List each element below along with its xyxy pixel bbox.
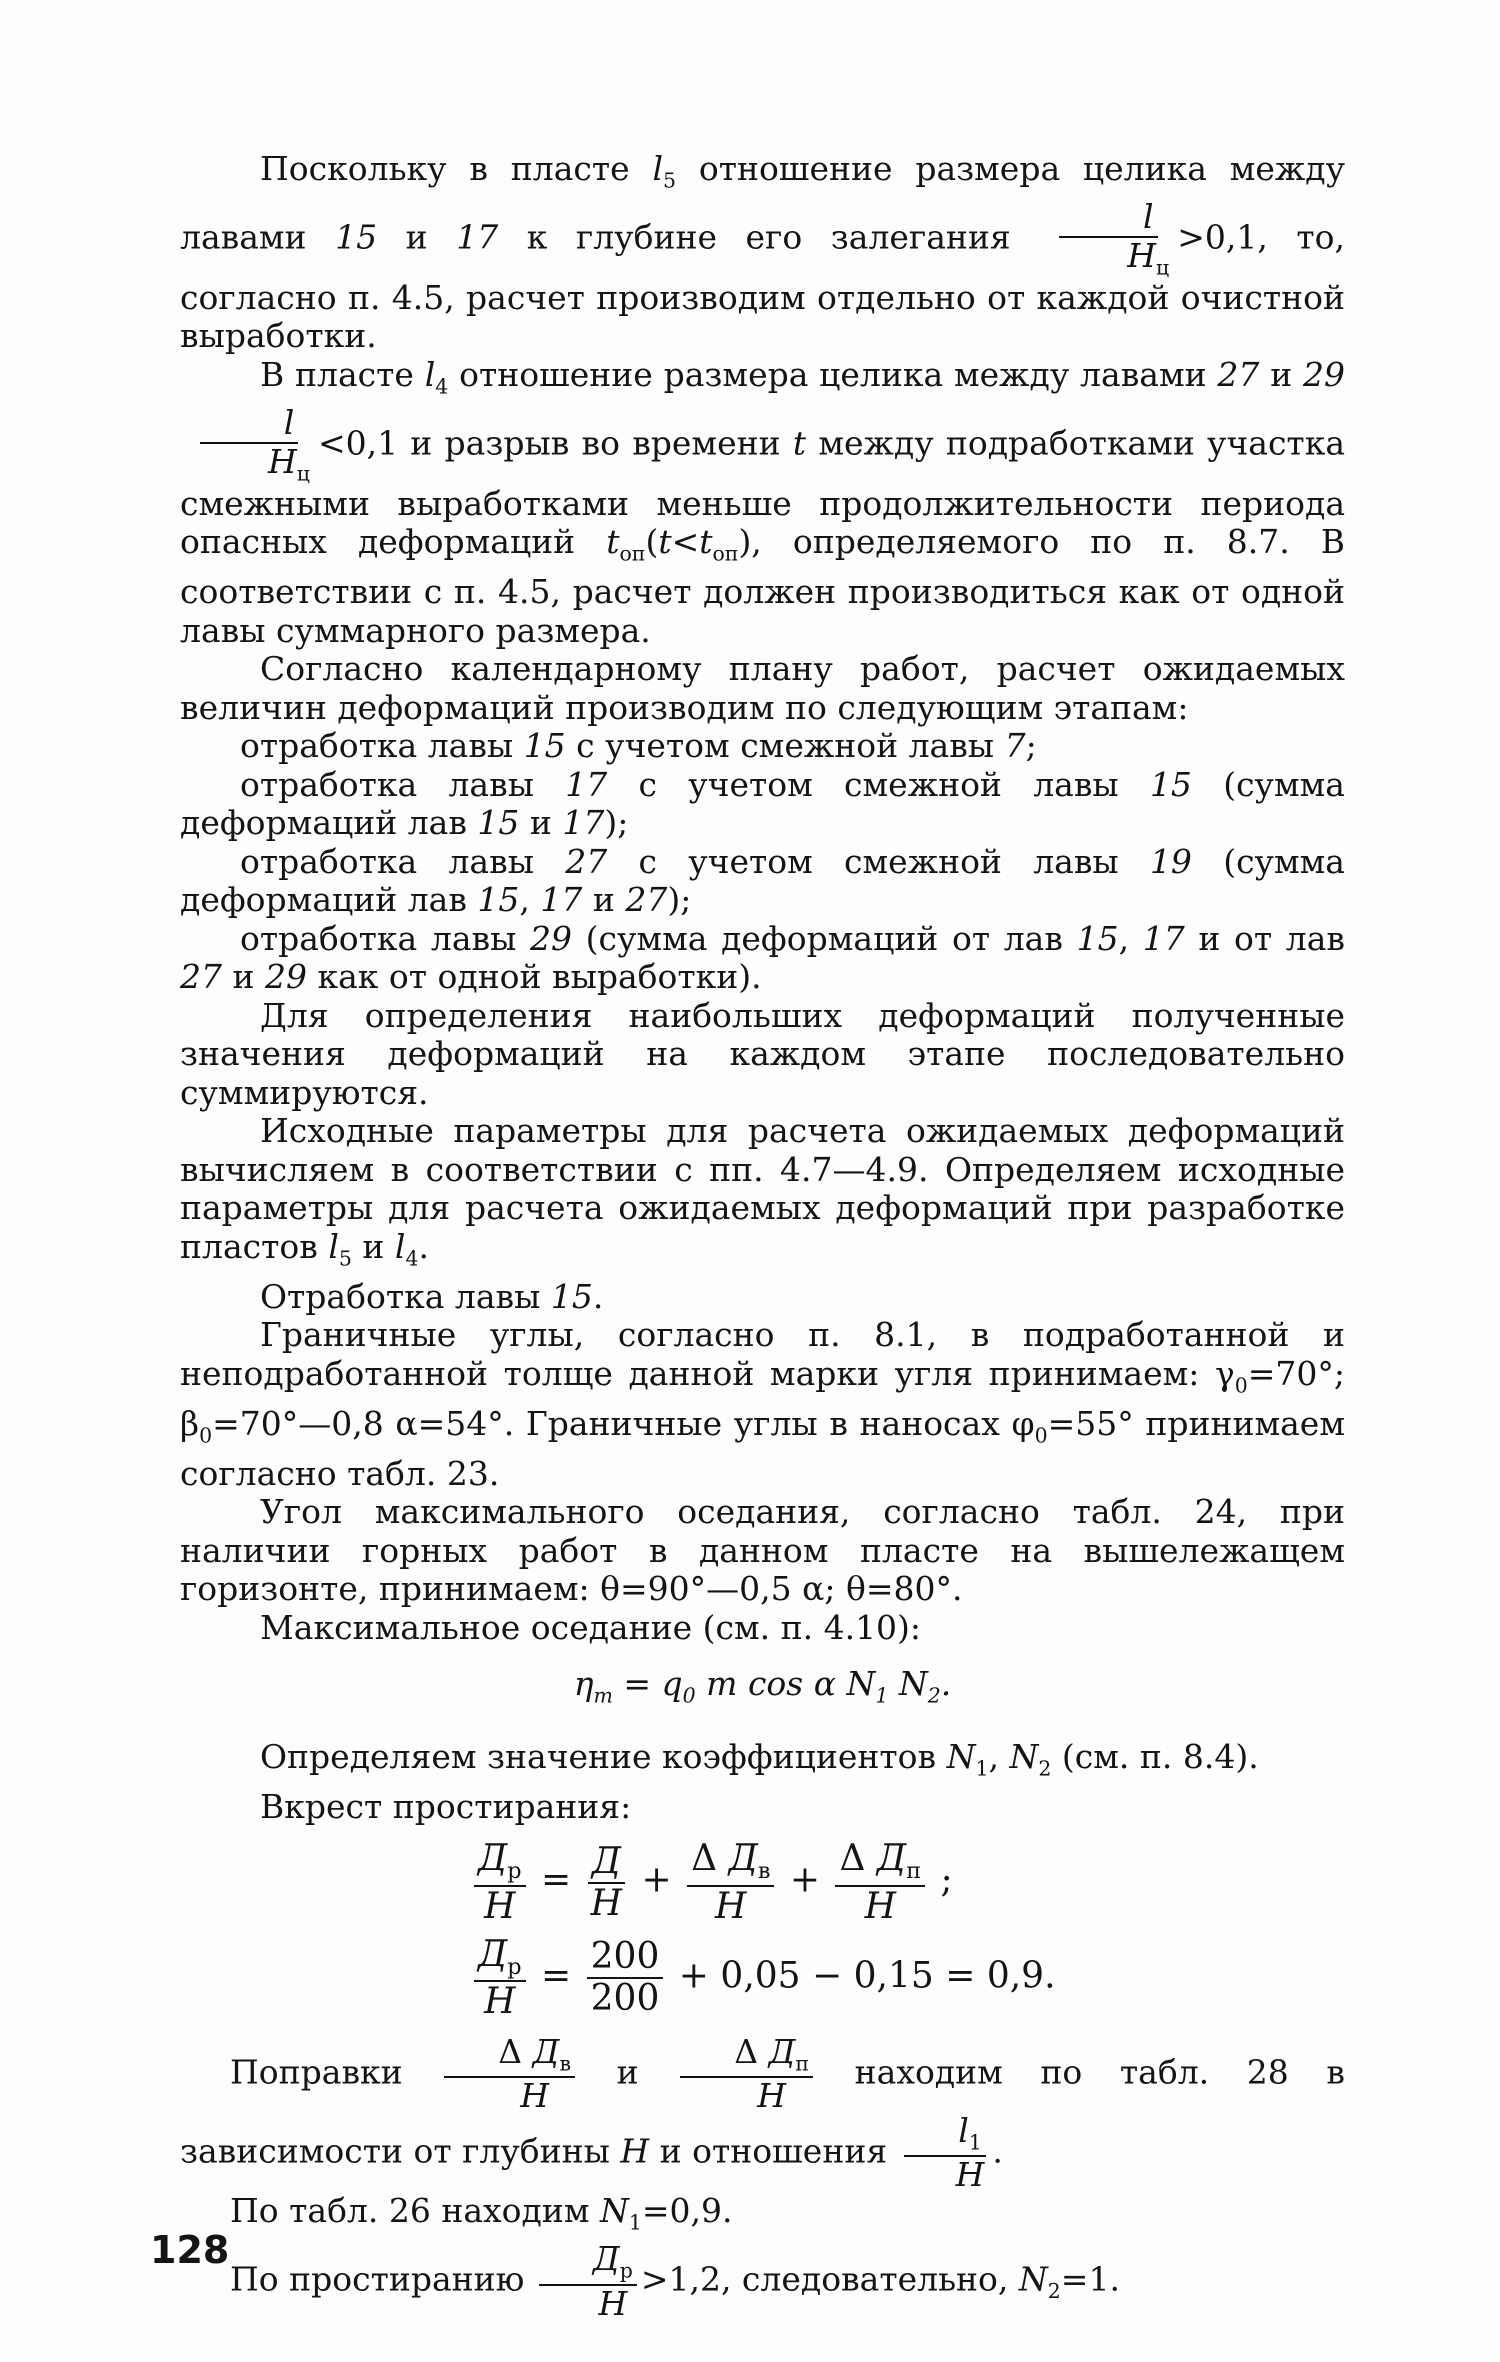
equation-dr-sum: $Д_р$ H = Д H + Δ $Д_в$ H + Δ $Д_п$ H ; — [470, 1840, 1345, 1925]
paragraph-2: В пласте $l_4$ отношение размера целика между лавами 27 и 29 l $H_ц$ <0,1 и разрыв во времени t между подработками участка смежными выработками меньше продолжительности периода опасных деформаций $t_{оп}(t<t_{оп})$, определяемого по п. 8.7. В соответствии с п. 4.5, расчет должен производиться как от одной лавы суммарного размера. — [180, 354, 1346, 650]
page-number: 128 — [150, 2228, 230, 2272]
paragraph-5: Исходные параметры для расчета ожидаемых деформаций вычисляем в соответствии с пп. 4.7—4.9. Определяем исходные параметры для расчета ожидаемых деформаций при разработке пластов $l_5$ и $l_4$. — [180, 1111, 1345, 1271]
paragraph-7: Граничные углы, согласно п. 8.1, в подработанной и неподработанной толще данной марки угля принимаем: $\gamma_0=70^\circ$; $\beta_0=70^\circ—0,8$ α=54°. Граничные углы в наносах $\varphi_0=55^\circ$ принимаем согласно табл. 23. — [180, 1315, 1345, 1493]
stage-4: отработка лавы 29 (сумма деформаций от лав 15, 17 и от лав 27 и 29 как от одной выработки). — [180, 918, 1345, 997]
equation-max-subsidence: $\eta_m = q_0$ m cos α $N_1$ $N_2$. — [573, 1664, 952, 1709]
paragraph-6: Отработка лавы 15. — [260, 1276, 604, 1316]
page-body — [180, 150, 1345, 2321]
paragraph-3: Согласно календарному плану работ, расчет ожидаемых величин деформаций производим по следующим этапам: — [180, 649, 1345, 727]
paragraph-4: Для определения наибольших деформаций полученные значения деформаций на каждом этапе последовательно суммируются. — [180, 995, 1345, 1112]
fraction-l-over-hc: l $H_ц$ — [1043, 200, 1173, 279]
paragraph-12: Поправки Δ $Д_в$ H и Δ $Д_п$ H находим по табл. 28 в зависимости от глубины H и отношения $\frac{l_1}{H}$ . — [180, 2031, 1345, 2194]
paragraph-10: Определяем значение коэффициентов $N_1$, $N_2$ (см. п. 8.4). — [260, 1736, 1259, 1781]
equation-block — [180, 1840, 1345, 2021]
paragraph-9: Максимальное оседание (см. п. 4.10): — [260, 1607, 922, 1647]
paragraph-14: По простиранию $Д_р$ H >1,2, следовательно, $N_2=1$. — [230, 2239, 1120, 2323]
stage-2: отработка лавы 17 с учетом смежной лавы 15 (сумма деформаций лав 15 и 17); — [180, 764, 1345, 843]
paragraph-11: Вкрест простирания: — [260, 1786, 632, 1826]
stage-3: отработка лавы 27 с учетом смежной лавы 19 (сумма деформаций лав 15, 17 и 27); — [180, 841, 1345, 920]
equation-dr-value: $Д_р$ H = $\frac{200}{200}$ + 0,05 − 0,15 = 0,9. — [470, 1936, 1345, 2021]
paragraph-1: Поскольку в пласте $l_5$ отношение размера целика между лавами 15 и 17 к глубине его залегания l $H_ц$ >0,1, то, согласно п. 4.5, расчет производим отдельно от каждой очистной выработки. — [180, 149, 1346, 356]
paragraph-8: Угол максимального оседания, согласно табл. 24, при наличии горных работ в данном пласте на вышележащем горизонте, принимаем: θ=90°—0,5 α; θ=80°. — [180, 1492, 1345, 1609]
paragraph-13: По табл. 26 находим $N_1=0,9$. — [230, 2191, 733, 2235]
fraction-l-over-hc-2: l $H_ц$ — [184, 406, 314, 485]
stage-1: отработка лавы 15 с учетом смежной лавы 7; — [240, 726, 1037, 766]
